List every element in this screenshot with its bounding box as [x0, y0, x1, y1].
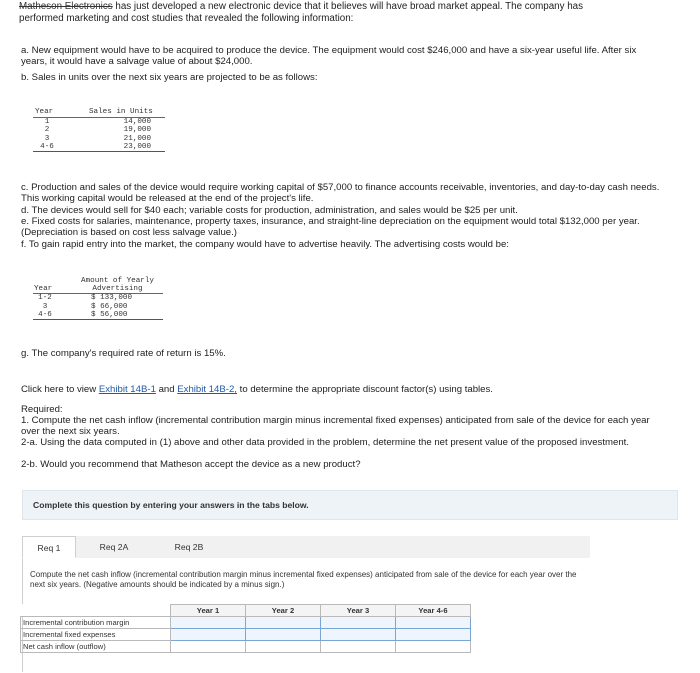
- tab-req-2a[interactable]: Req 2A: [99, 542, 129, 552]
- exhibit-14b-2-link[interactable]: Exhibit 14B-2,: [177, 384, 237, 395]
- net-cash-year-2: [246, 641, 321, 653]
- question-text: Compute the net cash inflow (incremental contribution margin minus incremental fixed expenses) anticipated from sale of the device for each year over the next six years. (Negative amounts should be indicated by a minus sign.): [30, 570, 577, 589]
- row-label-fixed-expenses: Incremental fixed expenses: [21, 629, 171, 641]
- row-label-contribution: Incremental contribution margin: [21, 617, 171, 629]
- table-row: [33, 135, 165, 143]
- table-row: [21, 629, 471, 641]
- company-name: Matheson Electronics: [19, 1, 113, 12]
- net-cash-year-3: [321, 641, 396, 653]
- required-2a: 2-a. Using the data computed in (1) above and other data provided in the problem, determine the net present value of the proposed investment.: [21, 437, 629, 448]
- sales-year: 1: [44, 118, 50, 127]
- exhibit-links-line: [21, 384, 681, 395]
- table-row: [21, 641, 471, 653]
- item-e: e. Fixed costs for salaries, maintenance, property taxes, insurance, and straight-line depreciation on the equipment would total $132,000 per year. (Depreciation is based on cost less salvage value.): [21, 216, 640, 238]
- input-contribution-year-3[interactable]: [321, 617, 396, 629]
- click-here-suffix: to determine the appropriate discount factor(s) using tables.: [236, 384, 493, 395]
- intro-line1: has just developed a new electronic device that it believes will have broad market appeal. The company has: [112, 1, 584, 12]
- col-year-3: Year 3: [321, 605, 396, 617]
- input-fixed-year-1[interactable]: [171, 629, 246, 641]
- sales-units: 19,000: [123, 126, 151, 135]
- table-row: [33, 143, 165, 152]
- sales-col-units: Sales in Units: [89, 108, 153, 116]
- table-row: [33, 311, 163, 320]
- adv-col-amount-2: Advertising: [92, 285, 143, 294]
- input-fixed-year-3[interactable]: [321, 629, 396, 641]
- col-year-2: Year 2: [246, 605, 321, 617]
- input-fixed-year-2[interactable]: [246, 629, 321, 641]
- click-here-middle: and: [155, 384, 178, 395]
- sales-units: 21,000: [123, 134, 151, 143]
- adv-col-year: Year: [34, 285, 53, 293]
- sales-units: 14,000: [123, 118, 151, 127]
- item-d: d. The devices would sell for $40 each; variable costs for production, administration, and sales would be $25 per unit.: [21, 205, 518, 216]
- item-g: g. The company's required rate of return is 15%.: [21, 348, 226, 359]
- sales-year: 4-6: [40, 142, 54, 151]
- table-row: [33, 126, 165, 134]
- adv-year: 1-2: [38, 294, 52, 303]
- table-row: [33, 118, 165, 126]
- exhibit-14b-1-link[interactable]: Exhibit 14B-1: [98, 384, 156, 395]
- tab-req-2b[interactable]: Req 2B: [174, 542, 204, 552]
- input-fixed-year-4-6[interactable]: [396, 629, 471, 641]
- table-row: [33, 303, 163, 311]
- input-contribution-year-2[interactable]: [246, 617, 321, 629]
- net-cash-year-4-6: [396, 641, 471, 653]
- click-here-prefix: Click here to view: [21, 384, 99, 395]
- answer-table-header: [21, 605, 471, 617]
- required-heading: Required:: [21, 404, 63, 415]
- sales-col-year: Year: [35, 108, 54, 116]
- adv-amount: $ 56,000: [91, 310, 128, 319]
- required-2b: 2-b. Would you recommend that Matheson accept the device as a new product?: [21, 459, 361, 470]
- row-label-net-cash: Net cash inflow (outflow): [21, 641, 171, 653]
- sales-year: 2: [44, 126, 50, 135]
- answer-table: [20, 604, 471, 653]
- adv-year: 3: [42, 302, 48, 311]
- adv-table-header: [33, 277, 163, 294]
- sales-table: [33, 108, 165, 152]
- input-contribution-year-1[interactable]: [171, 617, 246, 629]
- net-cash-year-1: [171, 641, 246, 653]
- item-c: c. Production and sales of the device would require working capital of $57,000 to finance accounts receivable, inventories, and day-to-day cash needs. This working capital would be released at the end of the project's life.: [21, 182, 660, 204]
- sales-units: 23,000: [123, 142, 151, 151]
- input-contribution-year-4-6[interactable]: [396, 617, 471, 629]
- advertising-table: [33, 277, 163, 320]
- adv-col-amount-1: Amount of Yearly: [81, 277, 154, 285]
- answer-corner: [21, 605, 171, 617]
- item-f: f. To gain rapid entry into the market, the company would have to advertise heavily. The advertising costs would be:: [21, 239, 509, 250]
- adv-amount: $ 66,000: [91, 302, 128, 311]
- intro-line2: performed marketing and cost studies that revealed the following information:: [19, 12, 354, 24]
- intro-paragraph: [19, 1, 679, 24]
- sales-year: 3: [44, 134, 50, 143]
- col-year-1: Year 1: [171, 605, 246, 617]
- adv-year: 4-6: [38, 310, 52, 319]
- tab-req-1[interactable]: Req 1: [22, 536, 76, 558]
- required-1: 1. Compute the net cash inflow (incremental contribution margin minus incremental fixed expenses) anticipated from sale of the device for each year over the next six years.: [21, 415, 650, 437]
- requirement-tabs: [22, 536, 590, 559]
- instruction-text: Complete this question by entering your answers in the tabs below.: [33, 500, 309, 510]
- instruction-panel: [22, 490, 678, 520]
- table-row: [33, 294, 163, 302]
- col-year-4-6: Year 4-6: [396, 605, 471, 617]
- item-a: a. New equipment would have to be acquired to produce the device. The equipment would cost $246,000 and have a six-year useful life. After six years, it would have a salvage value of about $24,000.: [21, 45, 637, 67]
- adv-amount: $ 133,000: [91, 294, 133, 303]
- table-row: [21, 617, 471, 629]
- item-b: b. Sales in units over the next six years are projected to be as follows:: [21, 72, 318, 83]
- sales-table-header: [33, 108, 165, 118]
- adv-col-amount: [72, 277, 163, 293]
